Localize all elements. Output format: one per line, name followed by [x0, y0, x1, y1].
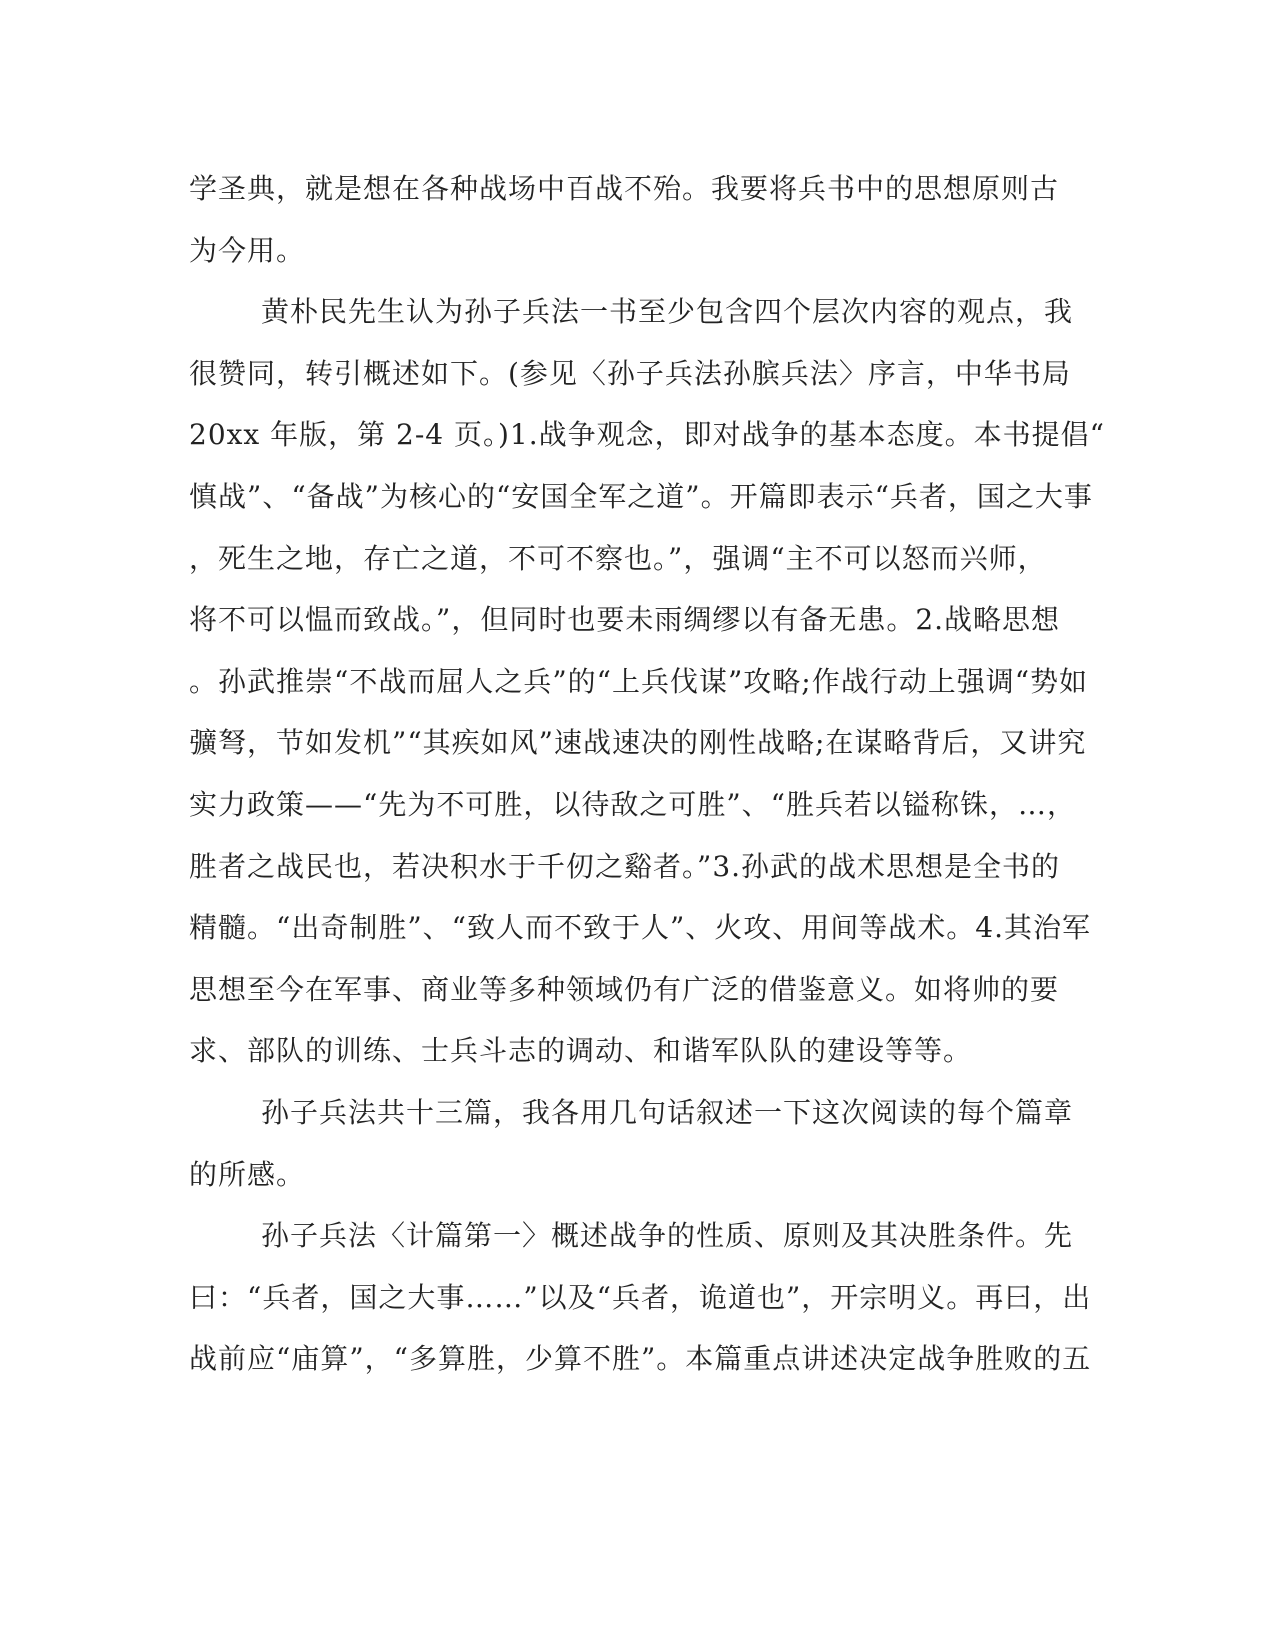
text-line: 曰：“兵者，国之大事……”以及“兵者，诡道也”，开宗明义。再曰，出	[189, 1280, 1092, 1314]
text-line: ，死生之地，存亡之道，不可不察也。”，强调“主不可以怒而兴师，	[189, 541, 1047, 575]
text-line: 精髓。“出奇制胜”、“致人而不致于人”、火攻、用间等战术。4.其治军	[189, 911, 1091, 945]
text-line: 彍弩，节如发机”“其疾如风”速战速决的刚性战略;在谋略背后，又讲究	[189, 726, 1087, 760]
text-line: 将不可以愠而致战。”，但同时也要未雨绸缪以有备无患。2.战略思想	[189, 603, 1061, 637]
text-line: 为今用。	[189, 233, 306, 267]
text-line: 实力政策——“先为不可胜，以待敌之可胜”、“胜兵若以镒称铢，…，	[189, 787, 1076, 821]
text-line: 胜者之战民也，若决积水于千仞之谿者。”3.孙武的战术思想是全书的	[189, 849, 1061, 883]
text-line: 思想至今在军事、商业等多种领域仍有广泛的借鉴意义。如将帅的要	[189, 972, 1060, 1006]
text-line: 学圣典，就是想在各种战场中百战不殆。我要将兵书中的思想原则古	[189, 172, 1060, 205]
text-line: 20xx 年版，第 2-4 页。)1.战争观念，即对战争的基本态度。本书提倡“	[189, 418, 1105, 452]
text-line: 慎战”、“备战”为核心的“安国全军之道”。开篇即表示“兵者，国之大事	[189, 479, 1093, 513]
text-line: 。孙武推崇“不战而屈人之兵”的“上兵伐谋”攻略;作战行动上强调“势如	[189, 664, 1089, 698]
paragraph-start-line: 孙子兵法共十三篇，我各用几句话叙述一下这次阅读的每个篇章	[261, 1095, 1074, 1129]
paragraph-start-line: 黄朴民先生认为孙子兵法一书至少包含四个层次内容的观点，我	[261, 295, 1074, 329]
text-line: 很赞同，转引概述如下。(参见〈孙子兵法孙膑兵法〉序言，中华书局	[189, 356, 1071, 390]
text-line: 战前应“庙算”，“多算胜，少算不胜”。本篇重点讲述决定战争胜败的五	[189, 1342, 1092, 1376]
body-text	[189, 158, 1105, 1390]
paragraph-start-line: 孙子兵法〈计篇第一〉概述战争的性质、原则及其决胜条件。先	[261, 1219, 1074, 1253]
text-line: 求、部队的训练、士兵斗志的调动、和谐军队队的建设等等。	[189, 1034, 973, 1068]
text-line: 的所感。	[189, 1157, 306, 1191]
